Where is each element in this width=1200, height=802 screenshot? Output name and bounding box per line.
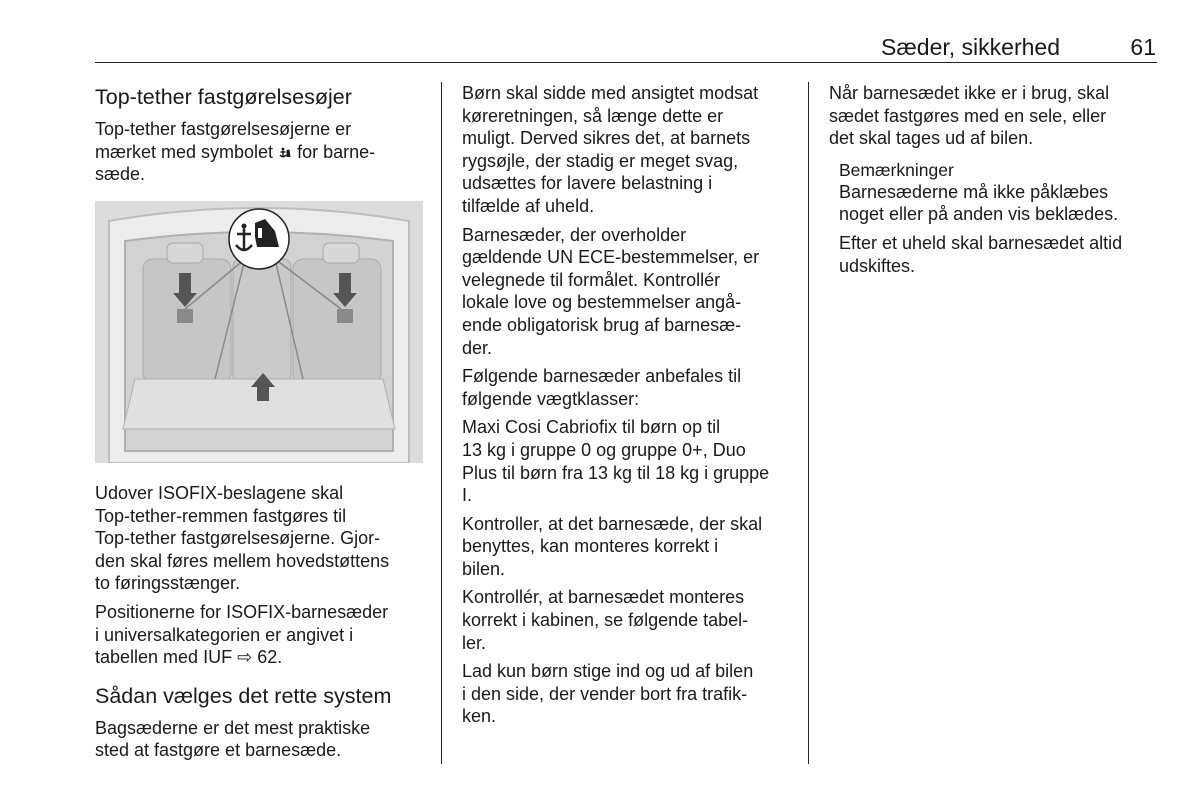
paragraph-seat-not-in-use: Når barnesædet ikke er i brug, skal sædet fastgøres med en sele, eller det skal tages ud af bilen. bbox=[829, 83, 1110, 149]
running-header-title: Sæder, sikkerhed bbox=[881, 34, 1060, 60]
header-rule bbox=[95, 62, 1157, 63]
paragraph-col2-7: Lad kun børn stige ind og ud af bilen i den side, der vender bort fra trafik- ken. bbox=[462, 661, 754, 727]
top-tether-symbol-icon bbox=[278, 146, 292, 160]
notes-heading: Bemærkninger bbox=[839, 159, 954, 180]
cross-reference-link[interactable]: 62. bbox=[257, 647, 283, 668]
paragraph-col2-3: Følgende barnesæder anbefales til følgende vægtklasser: bbox=[462, 366, 742, 409]
paragraph-col2-4: Maxi Cosi Cabriofix til børn op til 13 kg i gruppe 0 og gruppe 0+, Duo Plus til børn fra 13 kg til 18 kg i gruppe I. bbox=[462, 417, 770, 506]
section-heading-top-tether: Top-tether fastgørelsesøjer bbox=[95, 85, 352, 109]
column-1-top bbox=[95, 84, 430, 192]
paragraph-col2-5: Kontroller, at det barnesæde, der skal benyttes, kan monteres korrekt i bilen. bbox=[462, 513, 763, 579]
column-1-bottom bbox=[95, 482, 430, 768]
section-heading-choose-system: Sådan vælges det rette system bbox=[95, 683, 392, 708]
cargo-area-illustration bbox=[95, 201, 423, 463]
paragraph-top-tether-intro: Top-tether fastgørelsesøjerne er mærket med symbolet for barne- sæde. bbox=[95, 119, 376, 185]
paragraph-col2-2: Barnesæder, der overholder gældende UN ECE-bestemmelser, er velegnede til formålet. Kontrollér lokale love og bestemmelser angå- ende obligatorisk brug af barnesæ- der. bbox=[462, 224, 760, 358]
cross-reference-arrow-icon: ⇨ bbox=[237, 647, 253, 668]
notes-block bbox=[829, 160, 1159, 277]
paragraph-rear-seats: Bagsæderne er det mest praktiske sted at fastgøre et barnesæde. bbox=[95, 717, 371, 761]
page-number: 61 bbox=[1130, 34, 1156, 60]
seat-backs-drawing bbox=[95, 201, 423, 463]
paragraph-col2-1: Børn skal sidde med ansigtet modsat køreretningen, så længe dette er muligt. Derved sikres det, at barnets rygsøjle, der stadig er meget svag, udsættes for lavere belastning i tilfælde af uheld. bbox=[462, 83, 759, 216]
paragraph-isofix-strap: Udover ISOFIX-beslagene skal Top-tether-remmen fastgøres til Top-tether fastgørelsesøjerne. Gjor- den skal føres mellem hovedstøttens to føringsstænger. bbox=[95, 483, 390, 594]
column-2 bbox=[462, 82, 797, 734]
paragraph-isofix-positions: Positionerne for ISOFIX-barnesæder i universalkategorien er angivet i tabellen med IUF ⇨ 62. bbox=[95, 601, 389, 668]
column-3 bbox=[829, 82, 1159, 283]
note-replace-after-accident: Efter et uheld skal barnesædet altid udskiftes. bbox=[839, 232, 1123, 276]
note-no-stickers: Barnesæderne må ikke påklæbes noget eller på anden vis beklædes. bbox=[839, 181, 1119, 225]
paragraph-col2-6: Kontrollér, at barnesædet monteres korrekt i kabinen, se følgende tabel- ler. bbox=[462, 587, 749, 653]
column-divider-1 bbox=[441, 82, 442, 764]
column-divider-2 bbox=[808, 82, 809, 764]
